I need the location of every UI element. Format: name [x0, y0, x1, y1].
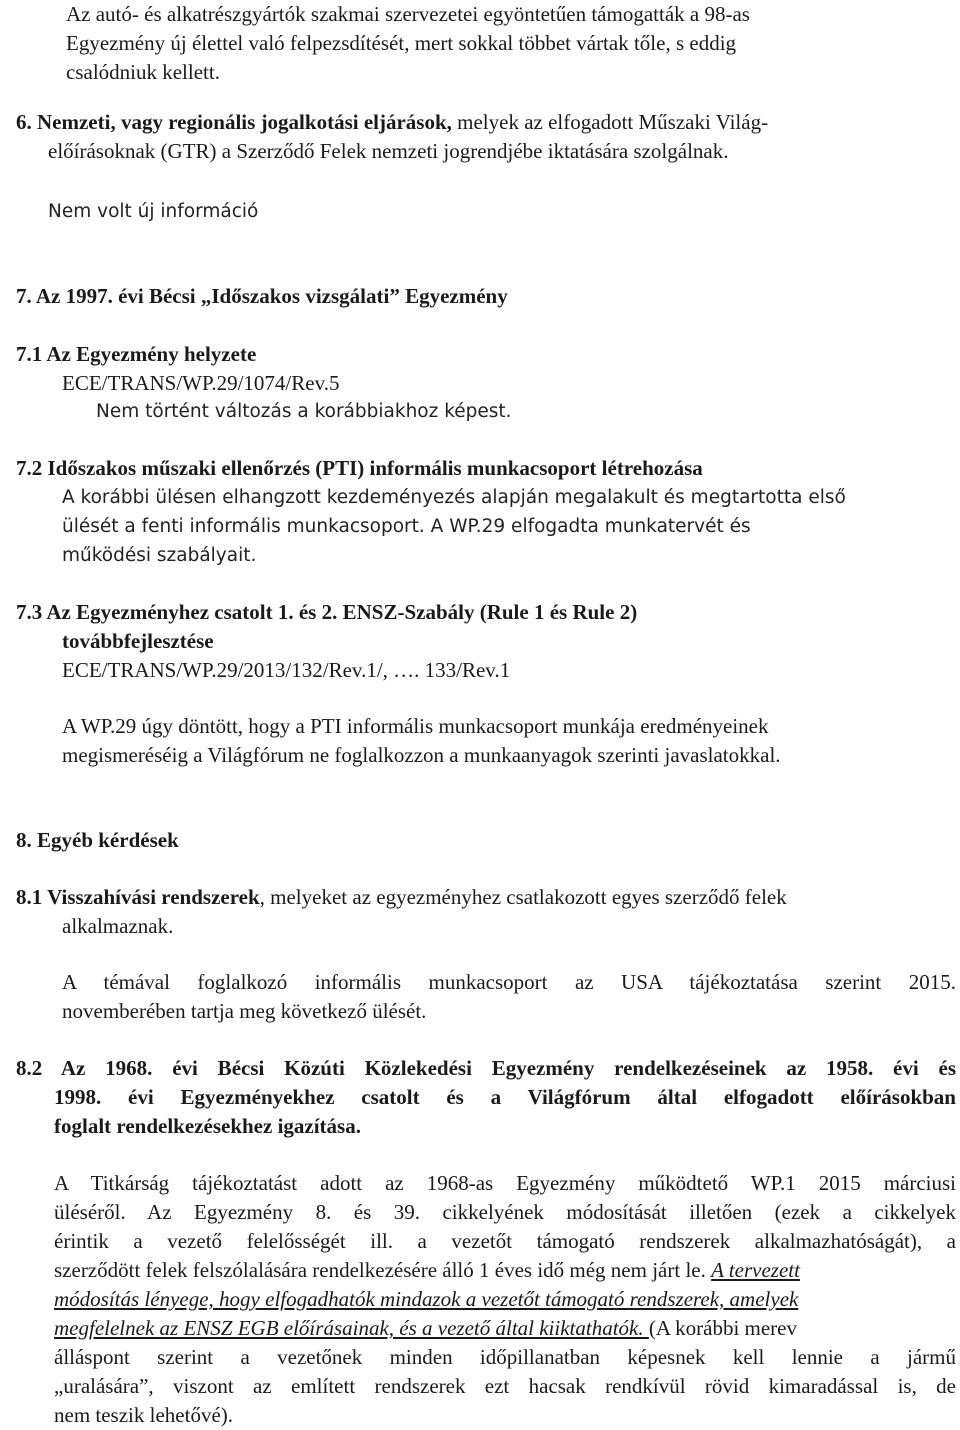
section-6-title-rest: melyek az elfogadott Műszaki Világ-: [451, 110, 769, 134]
section-6-line-2: előírásoknak (GTR) a Szerződő Felek nemzeti jogrendjébe iktatására szolgálnak.: [48, 139, 729, 163]
section-7-2-paragraph: [62, 483, 932, 570]
section-8-2-p-line-1: A Titkárság tájékoztatást adott az 1968-as Egyezmény működtető WP.1 2015 márciusi: [54, 1171, 956, 1195]
section-7-3-line-1: A WP.29 úgy döntött, hogy a PTI informális munkacsoport munkája eredményeinek: [62, 714, 769, 738]
intro-line-1: Az autó- és alkatrészgyártók szakmai szervezetei egyöntetűen támogatták a 98-as: [66, 2, 750, 26]
section-8-2-p-line-3: érintik a vezető felelősségét ill. a vezetőt támogató rendszerek alkalmazhatóságát), a: [54, 1229, 956, 1253]
section-8-2-p-line-8: „uralására”, viszont az említett rendszerek ezt hacsak rendkívül rövid kimaradással is, de: [54, 1374, 956, 1398]
section-8-heading: 8. Egyéb kérdések: [16, 828, 179, 852]
section-8-2-paragraph: [54, 1169, 956, 1430]
section-8-2-title-line-3: foglalt rendelkezésekhez igazítása.: [54, 1114, 361, 1138]
section-8-1-line-2: alkalmaznak.: [62, 914, 174, 938]
section-8-1-paragraph-2: [62, 968, 956, 1026]
section-8-2-p-line-6-underlined: megfelelnek az ENSZ EGB előírásainak, és a vezető által kiiktathatók.: [54, 1316, 649, 1340]
section-8-2-p-line-4-underlined: A tervezett: [711, 1258, 800, 1282]
section-8-2-title: [16, 1054, 956, 1141]
section-6-title: 6. Nemzeti, vagy regionális jogalkotási eljárások,: [16, 110, 452, 134]
section-7-1-document: ECE/TRANS/WP.29/1074/Rev.5: [62, 371, 340, 395]
section-7-1-note: Nem történt változás a korábbiakhoz képest.: [96, 401, 512, 422]
section-8-2-p-line-2: üléséről. Az Egyezmény 8. és 39. cikkelyének módosítását illetően (ezek a cikkelyek: [54, 1200, 956, 1224]
section-7-2-line-2: ülését a fenti informális munkacsoport. A WP.29 elfogadta munkatervét és: [62, 516, 751, 537]
section-7-3-title-line-2: továbbfejlesztése: [62, 629, 214, 653]
section-7-2-line-3: működési szabályait.: [62, 545, 257, 566]
intro-line-3: csalódniuk kellett.: [66, 60, 220, 84]
section-6-note: Nem volt új információ: [48, 201, 259, 222]
section-7-3-line-2: megismeréséig a Világfórum ne foglalkozzon a munkaanyagok szerinti javaslatokkal.: [62, 743, 781, 767]
section-8-2-p-line-6: [54, 1314, 956, 1343]
section-6-heading: [16, 108, 936, 137]
section-7-3-title-line-1: 7.3 Az Egyezményhez csatolt 1. és 2. ENSZ-Szabály (Rule 1 és Rule 2): [16, 600, 638, 624]
section-8-1-line-1: [16, 883, 956, 912]
section-7-3-title: [16, 598, 637, 656]
intro-paragraph: [66, 0, 926, 87]
section-8-2-p-line-4: [54, 1256, 956, 1285]
section-8-1-p2-line-2: novemberében tartja meg következő ülését.: [62, 999, 427, 1023]
intro-line-2: Egyezmény új élettel való felpezsdítését, mert sokkal többet vártak tőle, s eddig: [66, 31, 737, 55]
section-7-3-paragraph: [62, 712, 942, 770]
section-8-1-p2-line-1: A témával foglalkozó informális munkacsoport az USA tájékoztatása szerint 2015.: [62, 970, 956, 994]
section-7-3-document: ECE/TRANS/WP.29/2013/132/Rev.1/, …. 133/Rev.1: [62, 658, 511, 682]
section-8-2-p-line-4-plain: szerződött felek felszólalására rendelkezésére álló 1 éves idő még nem járt le.: [54, 1258, 712, 1282]
section-8-2-p-line-7: álláspont szerint a vezetőnek minden időpillanatban képesnek kell lennie a jármű: [54, 1345, 956, 1369]
section-8-2-p-line-5: módosítás lényege, hogy elfogadhatók mindazok a vezetőt támogató rendszerek, amelyek: [54, 1287, 799, 1311]
section-8-2-p-line-6-rest: (A korábbi merev: [648, 1316, 797, 1340]
section-7-2-title: 7.2 Időszakos műszaki ellenőrzés (PTI) informális munkacsoport létrehozása: [16, 456, 703, 480]
section-8-1-title-rest: , melyeket az egyezményhez csatlakozott egyes szerződő felek: [259, 885, 787, 909]
section-7-heading: 7. Az 1997. évi Bécsi „Időszakos vizsgálati” Egyezmény: [16, 284, 508, 308]
section-8-1-title: 8.1 Visszahívási rendszerek: [16, 885, 260, 909]
section-8-2-title-line-1: 8.2 Az 1968. évi Bécsi Közúti Közlekedési Egyezmény rendelkezéseinek az 1958. évi és: [16, 1056, 956, 1080]
section-8-2-p-line-9: nem teszik lehetővé).: [54, 1403, 234, 1427]
section-8-2-title-line-2: 1998. évi Egyezményekhez csatolt és a Világfórum által elfogadott előírásokban: [54, 1085, 956, 1109]
section-7-2-line-1: A korábbi ülésen elhangzott kezdeményezés alapján megalakult és megtartotta első: [62, 487, 846, 508]
section-7-1-title: 7.1 Az Egyezmény helyzete: [16, 342, 257, 366]
